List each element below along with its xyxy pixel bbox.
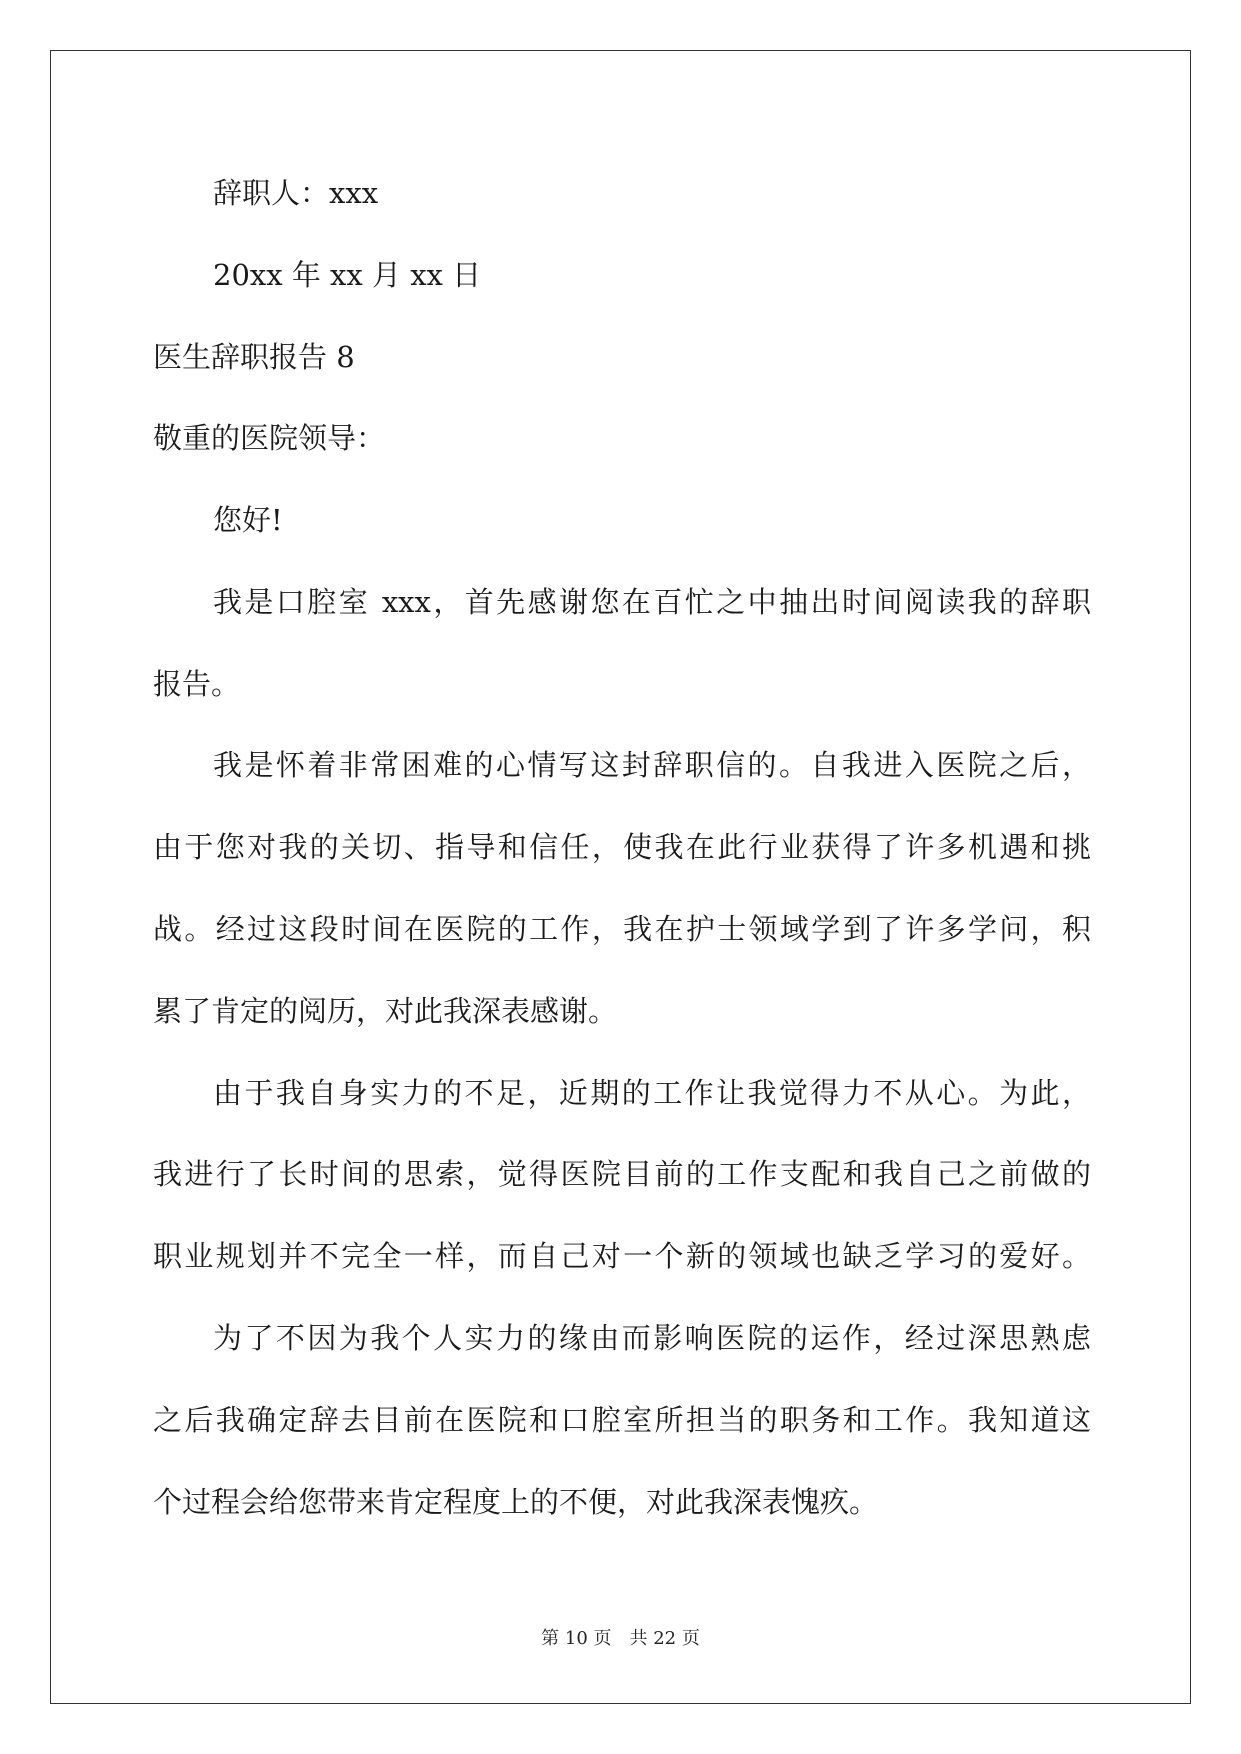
paragraph-2-line-2: 由于您对我的关切、指导和信任，使我在此行业获得了许多机遇和挑 (153, 830, 1091, 864)
paragraph-3-line-2: 我进行了长时间的思索，觉得医院目前的工作支配和我自己之前做的 (153, 1157, 1091, 1191)
paragraph-4-line-1: 为了不因为我个人实力的缘由而影响医院的运作，经过深思熟虑 (213, 1321, 1091, 1355)
paragraph-3-line-1: 由于我自身实力的不足，近期的工作让我觉得力不从心。为此， (213, 1076, 1091, 1110)
date-line: 20xx 年 xx 月 xx 日 (213, 258, 482, 292)
paragraph-2-line-3: 战。经过这段时间在医院的工作，我在护士领域学到了许多学问，积 (153, 912, 1091, 946)
greeting: 您好! (213, 503, 283, 537)
salutation: 敬重的医院领导： (153, 421, 386, 455)
paragraph-3-line-3: 职业规划并不完全一样，而自己对一个新的领域也缺乏学习的爱好。 (153, 1239, 1091, 1273)
paragraph-4-line-2: 之后我确定辞去目前在医院和口腔室所担当的职务和工作。我知道这 (153, 1403, 1091, 1437)
paragraph-1-line-2: 报告。 (153, 667, 241, 701)
paragraph-1-line-1: 我是口腔室 xxx，首先感谢您在百忙之中抽出时间阅读我的辞职 (213, 585, 1091, 619)
paragraph-2-line-4: 累了肯定的阅历，对此我深表感谢。 (153, 994, 618, 1028)
page-border (50, 50, 1191, 1704)
paragraph-4-line-3: 个过程会给您带来肯定程度上的不便，对此我深表愧疚。 (153, 1485, 879, 1519)
paragraph-2-line-1: 我是怀着非常困难的心情写这封辞职信的。自我进入医院之后， (213, 748, 1091, 782)
signature-line: 辞职人：xxx (213, 176, 379, 210)
page-number-footer: 第 10 页 共 22 页 (541, 1628, 700, 1649)
section-title: 医生辞职报告 8 (153, 340, 355, 374)
